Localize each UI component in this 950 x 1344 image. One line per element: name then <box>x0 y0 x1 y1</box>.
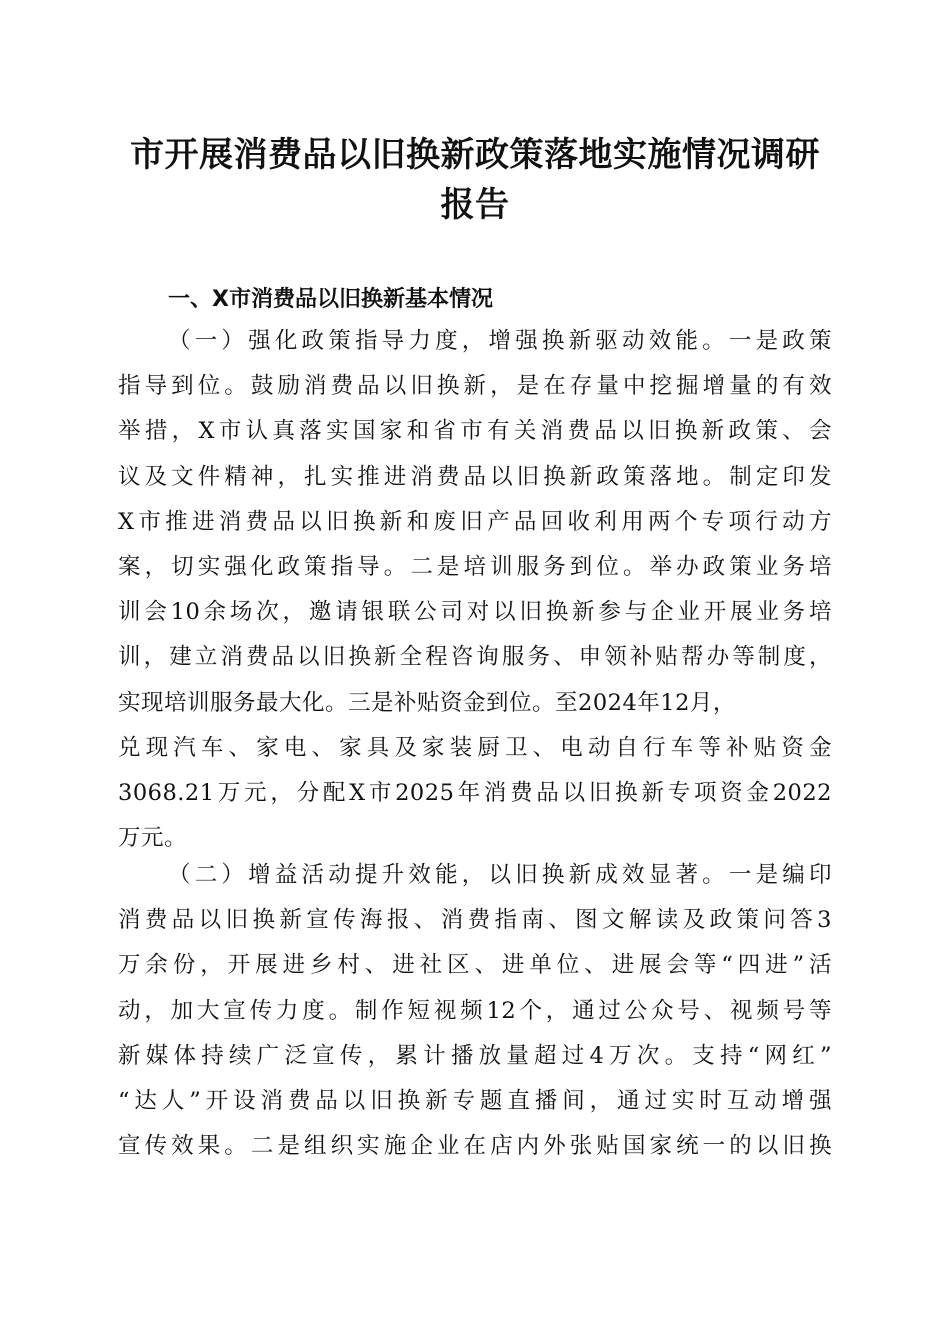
paragraph-line: 举措，X市认真落实国家和省市有关消费品以旧换新政策、会 <box>118 418 832 445</box>
paragraph-line: （二）增益活动提升效能，以旧换新成效显著。一是编印 <box>168 862 832 888</box>
title-line-1: 市开展消费品以旧换新政策落地实施情况调研 <box>130 135 820 175</box>
paragraph-line: X市推进消费品以旧换新和废旧产品回收利用两个专项行动方 <box>118 508 832 535</box>
paragraph-line: 实现培训服务最大化。三是补贴资金到位。至2024年12月， <box>118 689 736 716</box>
paragraph-line: 万余份，开展进乡村、进社区、进单位、进展会等“四进”活 <box>118 952 832 979</box>
paragraph-line: 万元。 <box>118 825 188 852</box>
paragraph-1 <box>118 319 832 861</box>
paragraph-line: （一）强化政策指导力度，增强换新驱动效能。一是政策 <box>168 328 832 354</box>
paragraph-line: 宣传效果。二是组织实施企业在店内外张贴国家统一的以旧换 <box>118 1133 832 1160</box>
paragraph-line: 案，切实强化政策指导。二是培训服务到位。举办政策业务培 <box>118 554 832 581</box>
section-heading: 一、X市消费品以旧换新基本情况 <box>168 287 493 312</box>
paragraph-2 <box>118 853 832 1169</box>
paragraph-line: 议及文件精神，扎实推进消费品以旧换新政策落地。制定印发 <box>118 463 832 490</box>
paragraph-line: 新媒体持续广泛宣传，累计播放量超过4万次。支持“网红” <box>118 1042 832 1069</box>
document-title <box>100 130 850 230</box>
paragraph-line: 消费品以旧换新宣传海报、消费指南、图文解读及政策问答3 <box>118 907 832 934</box>
title-line-2: 报告 <box>440 185 510 225</box>
paragraph-line: 指导到位。鼓励消费品以旧换新，是在存量中挖掘增量的有效 <box>118 373 832 400</box>
paragraph-line: 兑现汽车、家电、家具及家装厨卫、电动自行车等补贴资金 <box>118 734 832 761</box>
paragraph-line: 训会10余场次，邀请银联公司对以旧换新参与企业开展业务培 <box>118 599 832 626</box>
paragraph-line: 动，加大宣传力度。制作短视频12个，通过公众号、视频号等 <box>118 997 832 1024</box>
paragraph-line: 3068.21万元，分配X市2025年消费品以旧换新专项资金2022 <box>118 780 832 807</box>
paragraph-line: “达人”开设消费品以旧换新专题直播间，通过实时互动增强 <box>118 1088 832 1115</box>
paragraph-line: 训，建立消费品以旧换新全程咨询服务、申领补贴帮办等制度， <box>118 644 832 671</box>
